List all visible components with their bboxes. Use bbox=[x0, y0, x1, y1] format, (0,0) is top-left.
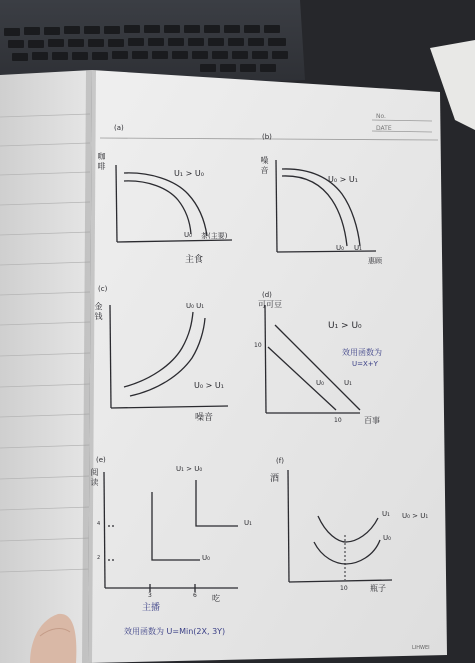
panel-d-tag: (d) bbox=[262, 291, 272, 299]
panel-f-curve-u1-label: U₁ bbox=[382, 510, 390, 518]
header-no-label: No. bbox=[376, 113, 386, 120]
panel-b-curve-u0-label: U₀ bbox=[336, 244, 344, 252]
panel-f-curve-u0-label: U₀ bbox=[383, 534, 391, 542]
panel-e-x-tick-a: 3 bbox=[148, 592, 152, 599]
panel-e-y-tick-top: 4 bbox=[97, 521, 101, 527]
panel-d-relation: U₁ > U₀ bbox=[328, 321, 362, 331]
panel-e-curve-u0-label: U₀ bbox=[202, 554, 210, 562]
panel-f-tag: (f) bbox=[276, 457, 284, 465]
panel-f-x-label: 瓶子 bbox=[370, 584, 386, 593]
panel-b-tag: (b) bbox=[262, 133, 272, 141]
panel-e-formula: 效用函数为 U=Min(2X, 3Y) bbox=[124, 627, 226, 636]
panel-d-y-label: 可可豆 bbox=[258, 300, 282, 309]
panel-b-curve-u1-label: U₁ bbox=[354, 244, 362, 252]
notebook-brand: LIHWEI bbox=[412, 645, 430, 651]
panel-a-x-label: 茶(主要) bbox=[201, 232, 228, 240]
panel-e-top-label: U₁ > U₀ bbox=[176, 465, 203, 473]
panel-d-note: 效用函数为 bbox=[342, 348, 382, 357]
panel-e-y-label: 阅读 bbox=[90, 468, 99, 488]
panel-a-relation: U₁ > U₀ bbox=[174, 169, 204, 178]
panel-a-curve-u0-label: U₀ bbox=[184, 231, 192, 239]
panel-e-curve-u1-label: U₁ bbox=[244, 519, 252, 527]
panel-b-y-label: 噪音 bbox=[260, 156, 269, 176]
panel-d-x-tick: 10 bbox=[334, 417, 342, 424]
panel-b-x-label: 惠顾 bbox=[368, 257, 382, 265]
panel-f-x-tick: 10 bbox=[340, 585, 348, 592]
panel-a-y-label: 咖啡 bbox=[97, 152, 106, 172]
panel-c-y-label: 金钱 bbox=[94, 302, 103, 322]
panel-e-tag: (e) bbox=[96, 456, 106, 464]
panel-d-y-tick: 10 bbox=[254, 342, 262, 349]
panel-f-relation: U₀ > U₁ bbox=[402, 512, 429, 520]
panel-b-relation: U₀ > U₁ bbox=[328, 175, 358, 184]
panel-a-tag: (a) bbox=[114, 124, 124, 132]
panel-d-curve-u1-label: U₁ bbox=[344, 379, 352, 387]
panel-a-x-axis-title: 主食 bbox=[185, 255, 204, 265]
panel-c-x-label: 噪音 bbox=[195, 413, 214, 423]
panel-e-x-label: 吃 bbox=[212, 594, 220, 603]
panel-e-x-tick-b: 6 bbox=[193, 592, 197, 599]
panel-f-y-label: 酒 bbox=[270, 474, 280, 484]
header-date-label: DATE bbox=[376, 125, 392, 132]
panel-c-top-labels: U₀ U₁ bbox=[186, 302, 205, 310]
notebook-left-page bbox=[0, 70, 92, 663]
panel-c-tag: (c) bbox=[98, 285, 108, 293]
panel-d-formula: U=X+Y bbox=[352, 360, 378, 368]
panel-c-relation: U₀ > U₁ bbox=[194, 381, 224, 390]
panel-e-note-below: 主播 bbox=[142, 603, 161, 613]
panel-d-x-label: 百事 bbox=[364, 416, 380, 425]
panel-d-curve-u0-label: U₀ bbox=[316, 379, 324, 387]
panel-e-y-tick-bottom: 2 bbox=[97, 555, 101, 561]
